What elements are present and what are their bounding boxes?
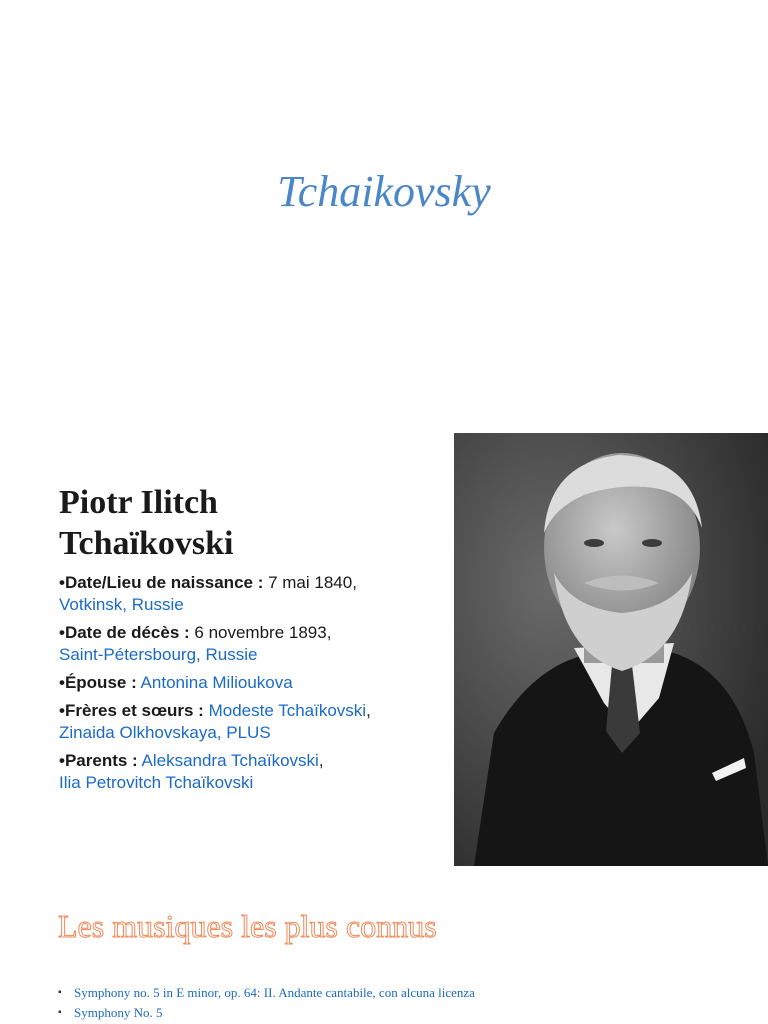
fact-label: •Épouse : — [59, 673, 137, 692]
music-list — [58, 983, 475, 1023]
name-line-2: Tchaïkovski — [59, 525, 234, 562]
sibling-link[interactable]: Modeste Tchaïkovski — [208, 701, 367, 720]
music-heading: Les musiques les plus connus — [58, 908, 437, 944]
fact-death — [59, 622, 449, 666]
fact-birth — [59, 572, 449, 616]
fact-label: •Parents : — [59, 751, 138, 770]
father-link[interactable]: Ilia Petrovitch Tchaïkovski — [59, 773, 254, 792]
page-title: Tchaikovsky — [277, 167, 491, 216]
fact-spouse — [59, 672, 449, 694]
list-item[interactable] — [58, 1003, 475, 1023]
song-title[interactable]: Symphony no. 5 in E minor, op. 64: II. Andante cantabile, con alcuna licenza — [74, 985, 475, 1000]
facts-list — [59, 572, 449, 800]
portrait-photo — [454, 433, 768, 866]
spouse-link[interactable]: Antonina Milioukova — [140, 673, 293, 692]
fact-siblings — [59, 700, 449, 744]
fact-parents — [59, 750, 449, 794]
deathplace-link[interactable]: Saint-Pétersbourg, Russie — [59, 645, 258, 664]
portrait-image — [454, 433, 768, 866]
bullet-icon: ▪ — [58, 1007, 62, 1018]
fact-label: •Frères et sœurs : — [59, 701, 204, 720]
separator: , — [318, 751, 324, 770]
separator: , — [366, 701, 371, 720]
birthplace-link[interactable]: Votkinsk, Russie — [59, 595, 184, 614]
list-item[interactable] — [58, 983, 475, 1003]
song-title[interactable]: Symphony No. 5 — [74, 1005, 163, 1020]
name-line-1: Piotr Ilitch — [59, 484, 218, 521]
fact-label: •Date/Lieu de naissance : — [59, 573, 264, 592]
bullet-icon: ▪ — [58, 987, 62, 998]
fact-label: •Date de décès : — [59, 623, 190, 642]
fact-value: 6 novembre 1893, — [189, 623, 332, 642]
fact-value: 7 mai 1840, — [263, 573, 357, 592]
siblings-more-link[interactable]: Zinaida Olkhovskaya, PLUS — [59, 723, 271, 742]
mother-link[interactable]: Aleksandra Tchaïkovski — [141, 751, 319, 770]
composer-name — [59, 482, 234, 564]
